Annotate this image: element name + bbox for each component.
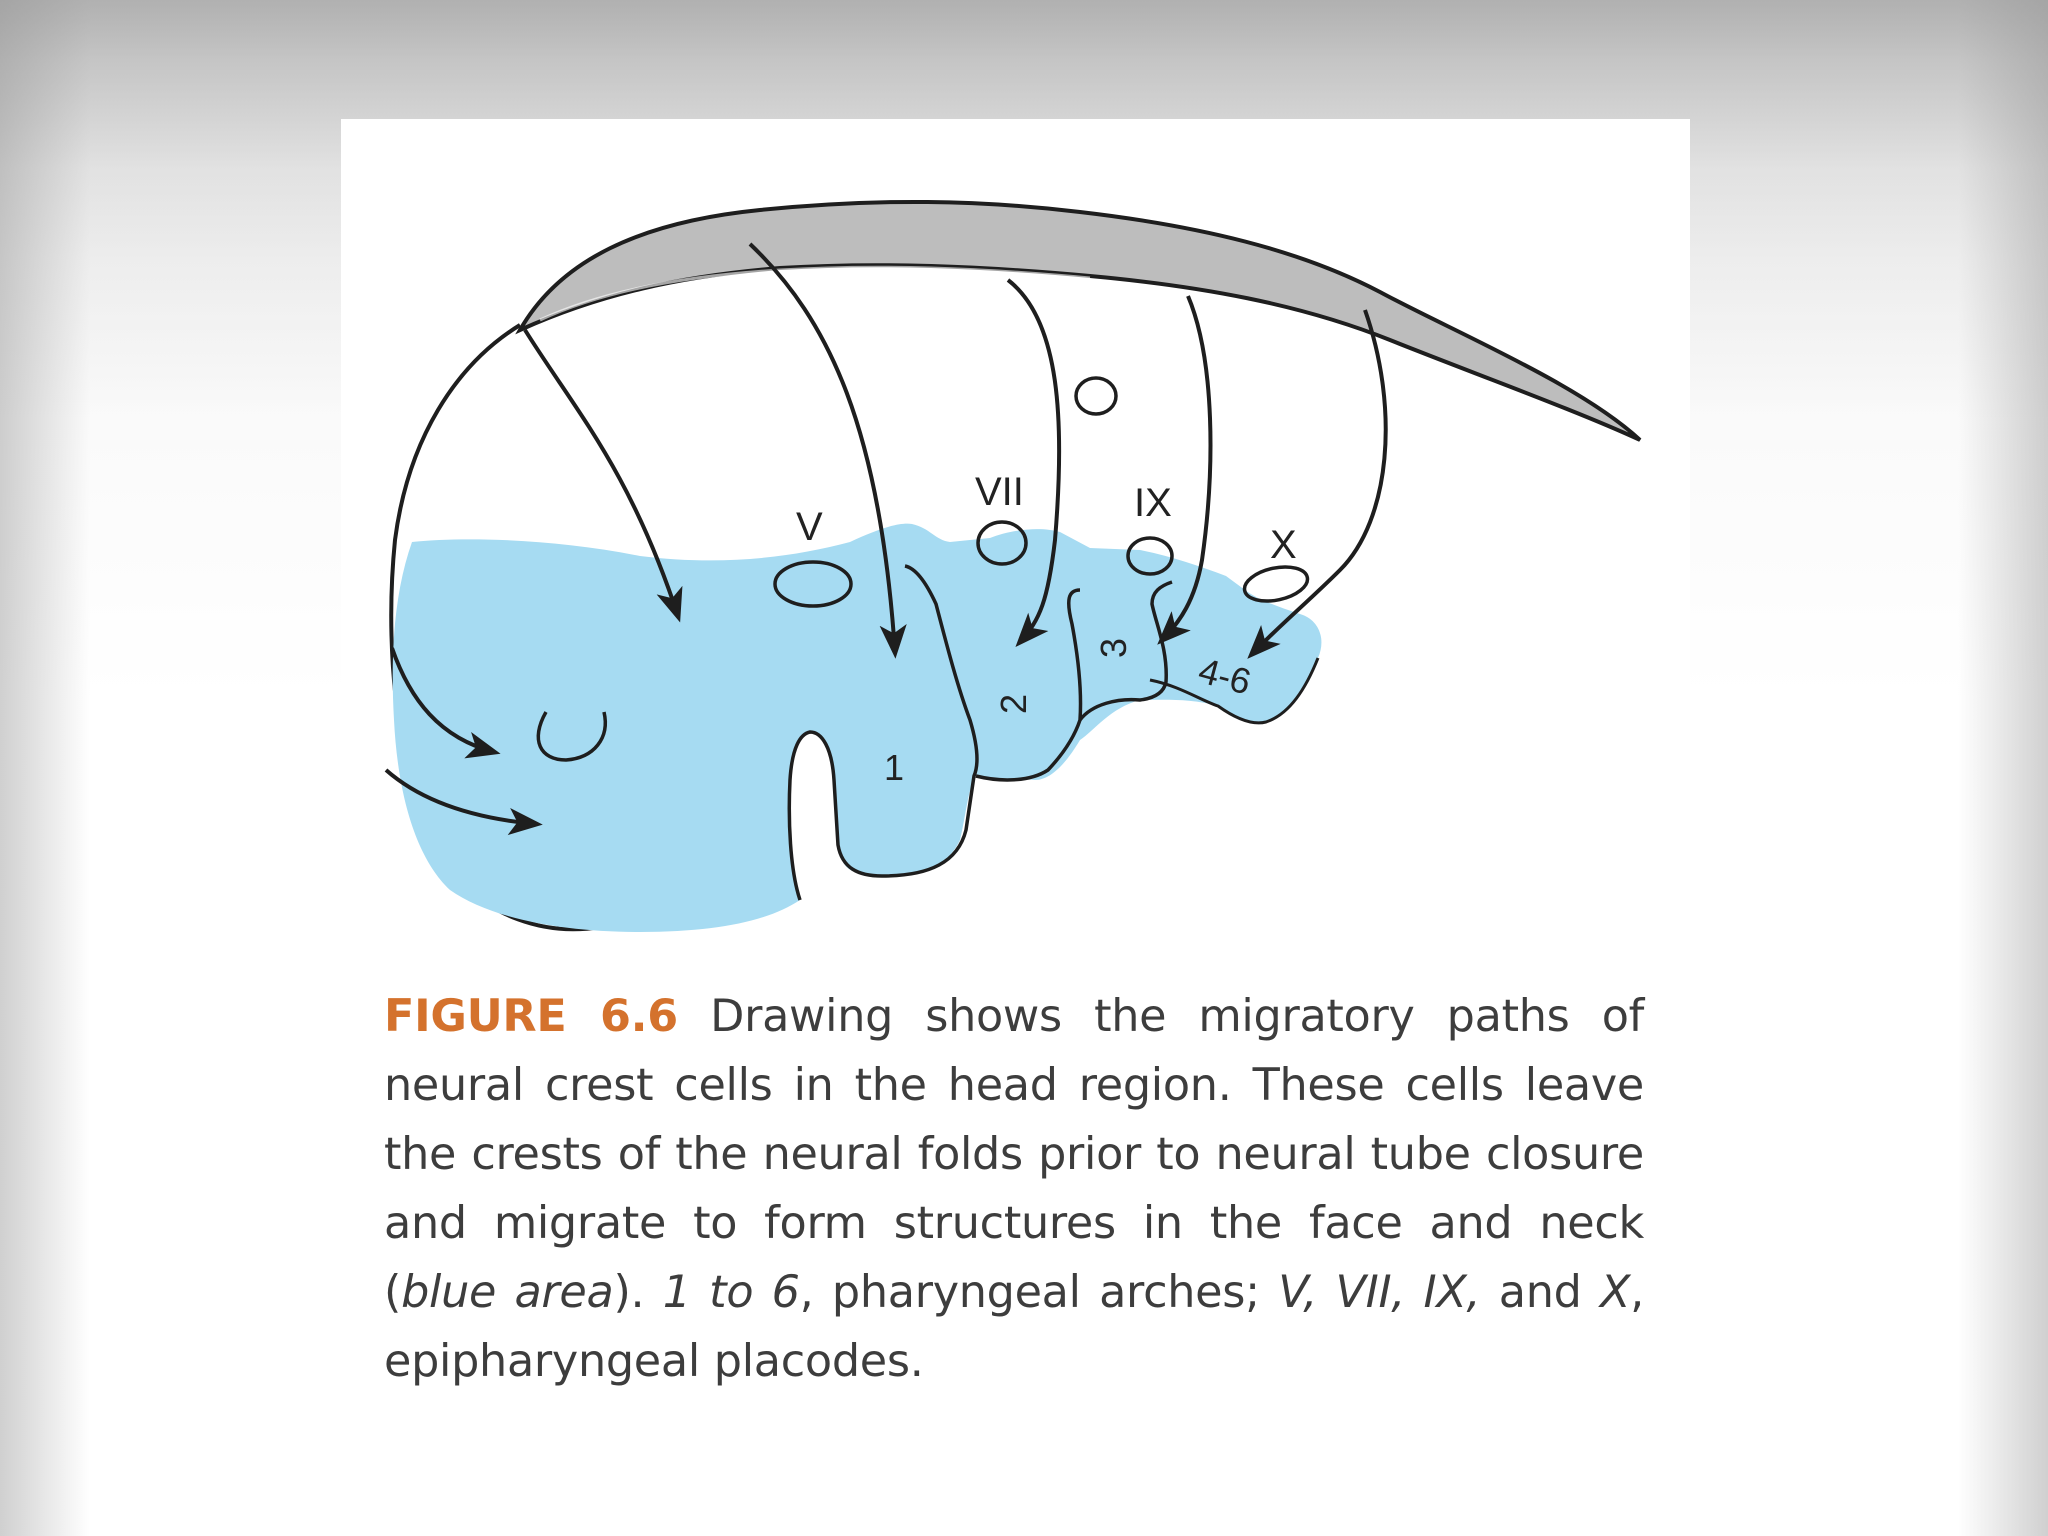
placode-x [1241,562,1310,607]
caption-text-3: , pharyngeal arches; [799,1267,1279,1318]
label-placode-x: X [1270,523,1297,567]
otic-vesicle [1076,378,1116,414]
caption-italic-placodes: V, VII, IX, [1278,1267,1481,1318]
caption-italic-arches: 1 to 6 [662,1267,800,1318]
label-arch-3: 3 [1093,637,1134,658]
figure-caption [384,982,1644,1396]
caption-text-4: and [1480,1267,1600,1318]
caption-italic-blue-area: blue area [401,1267,614,1318]
caption-text-1: Drawing shows the migratory paths of neural crest cells in the head region. These cells leave the crests of the neural folds prior to neural tube closure and migrate to form structures in the face and neck ( [384,991,1645,1318]
label-arch-4-6: 4-6 [1194,649,1256,703]
caption-italic-x: X [1599,1267,1631,1318]
caption-text-5: , epipharyngeal placodes. [384,1267,1645,1387]
label-placode-ix: IX [1134,481,1172,525]
figure-number: FIGURE 6.6 [384,991,678,1042]
label-placode-v: V [796,505,823,549]
label-arch-2: 2 [993,693,1034,714]
caption-text-2: ). [613,1267,663,1318]
label-placode-vii: VII [975,470,1024,514]
label-arch-1: 1 [884,747,905,788]
